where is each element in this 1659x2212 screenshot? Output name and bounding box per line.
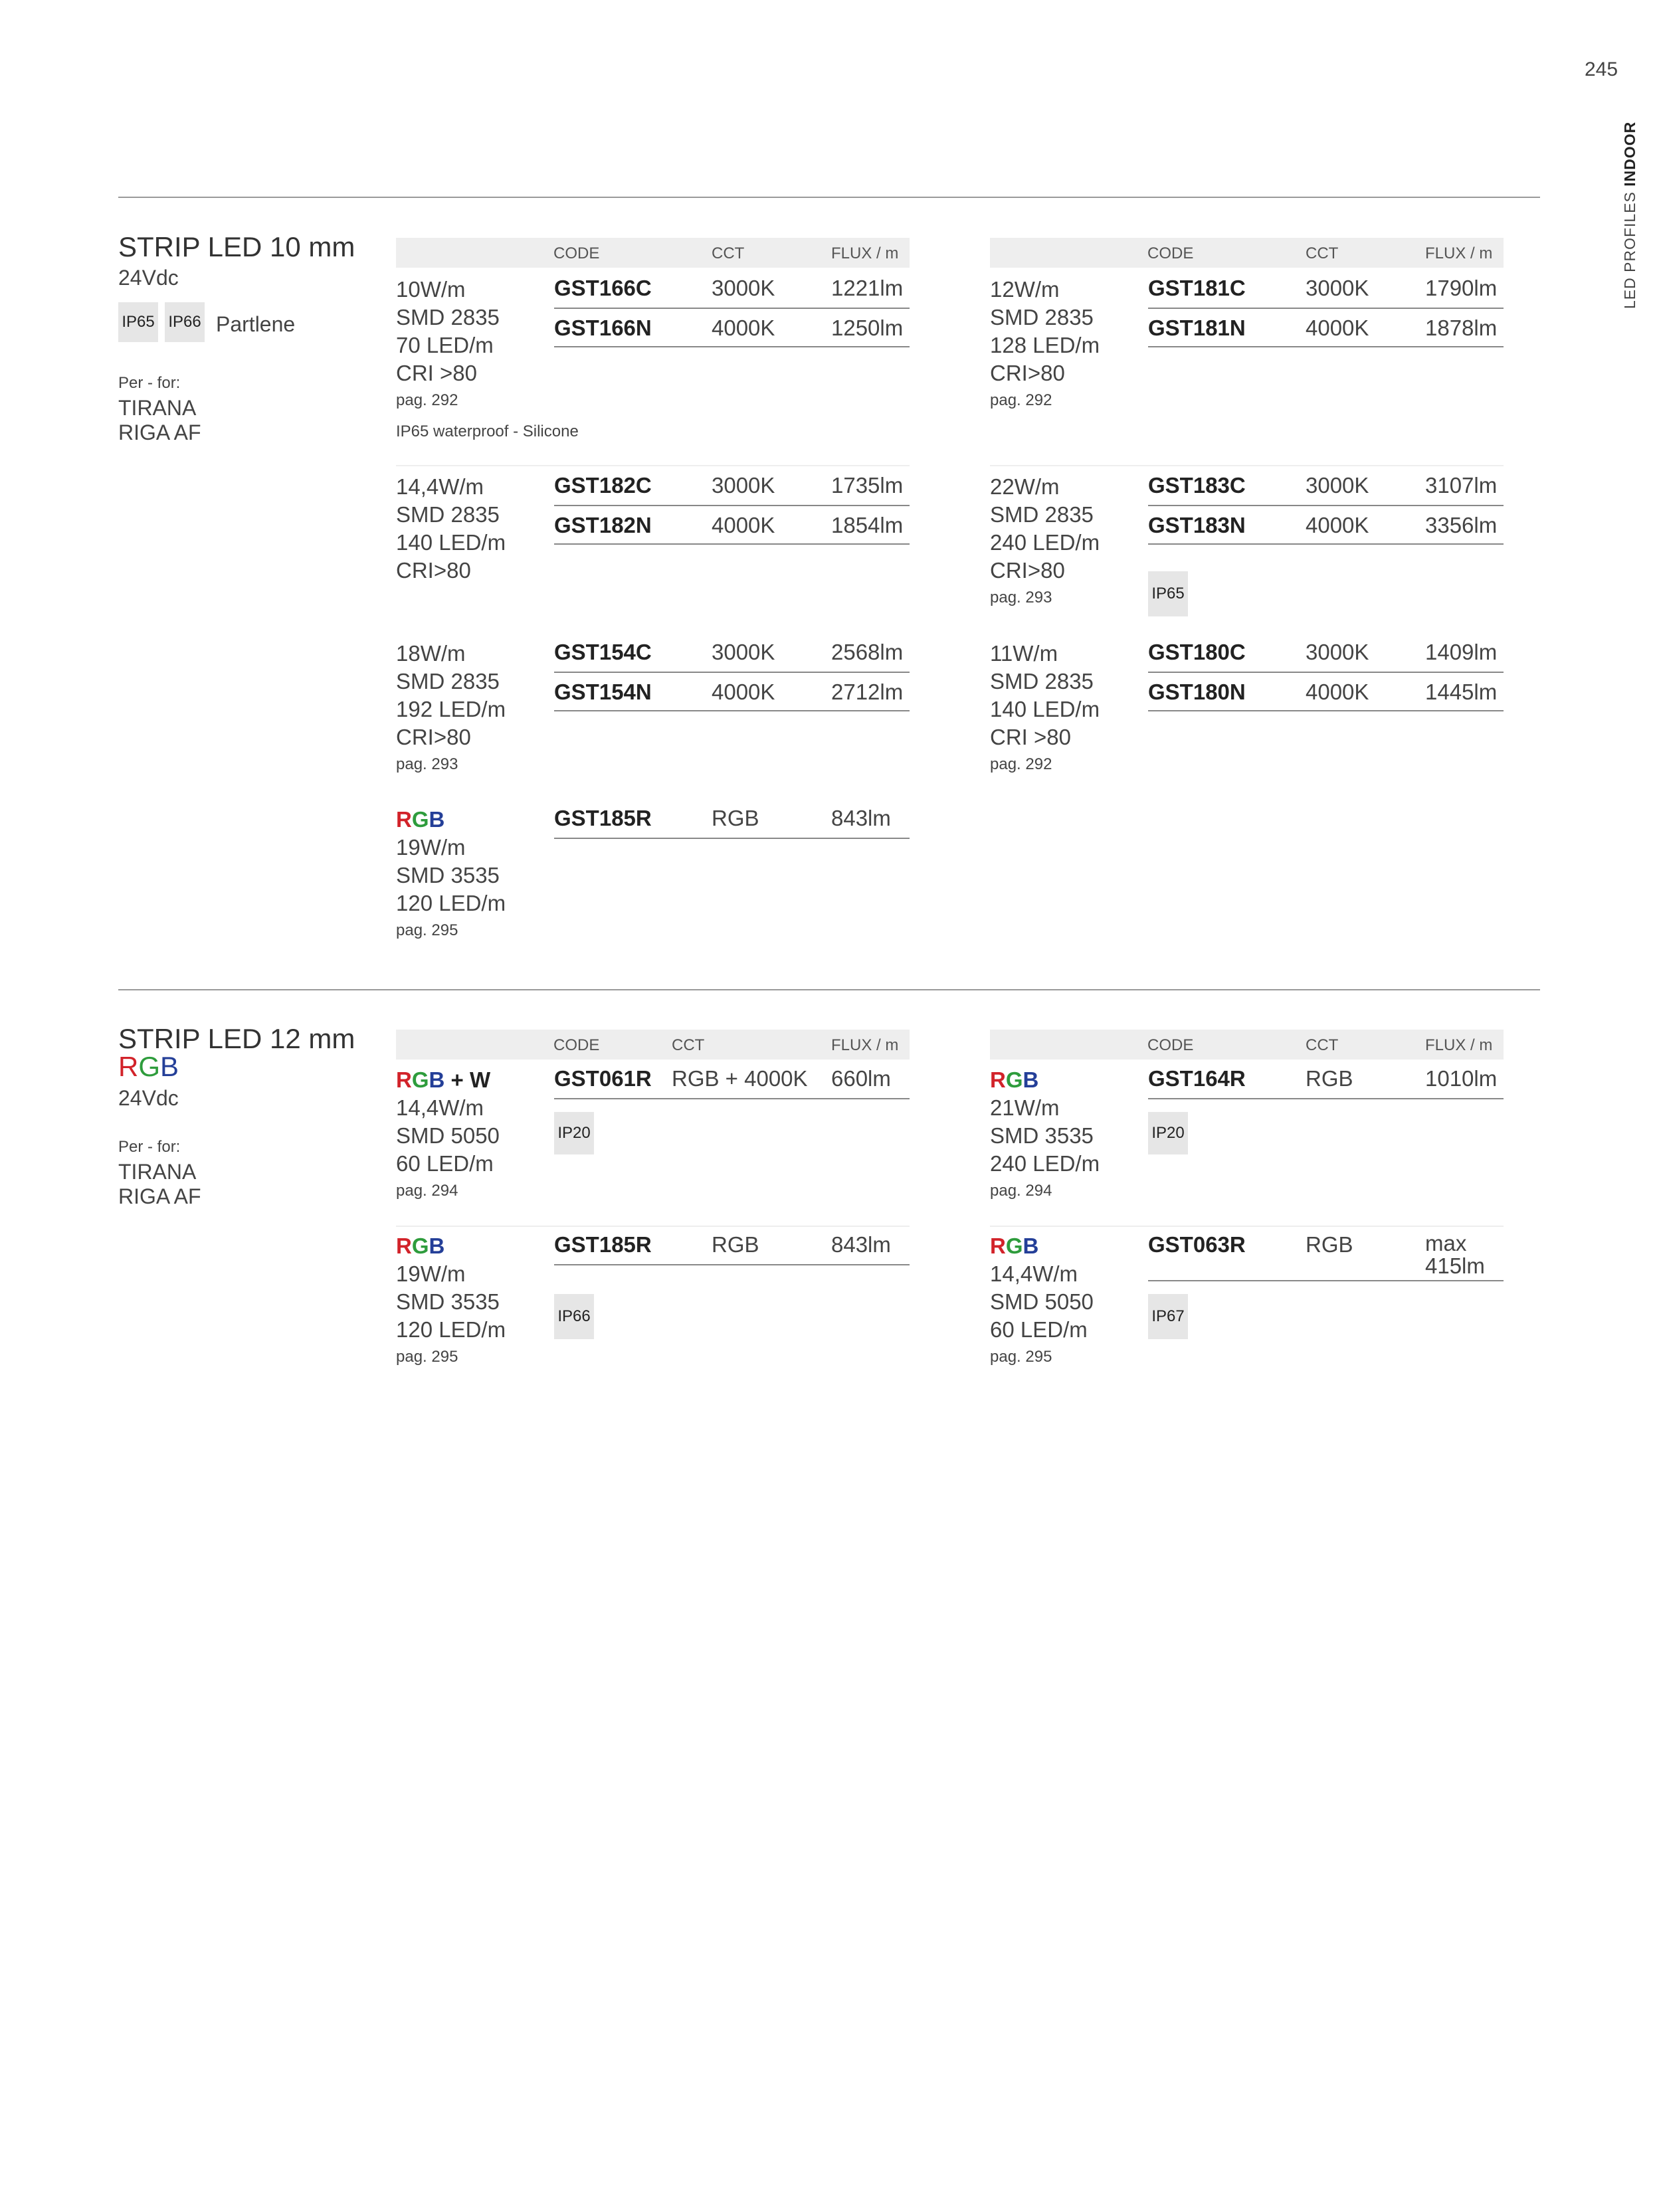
- table-row: GST182C 3000K 1735lm: [554, 473, 910, 511]
- page-reference: pag. 292: [990, 755, 1052, 773]
- rgb-label: RGB: [396, 1234, 445, 1258]
- table-row: GST183C 3000K 3107lm: [1148, 473, 1504, 511]
- per-for-label: Per - for:: [118, 1138, 181, 1156]
- header-cct: CCT: [1306, 1036, 1339, 1054]
- product-table: [1148, 1066, 1504, 1105]
- product-table: [554, 1066, 910, 1105]
- product-description: 10W/m SMD 2835 70 LED/m CRI >80 pag. 292: [396, 276, 500, 414]
- row-separator: [396, 465, 910, 466]
- row-separator: [990, 1226, 1504, 1227]
- table-row: GST166C 3000K 1221lm: [554, 276, 910, 314]
- rgb-label: RGB: [990, 1067, 1039, 1092]
- page-reference: pag. 292: [990, 391, 1052, 409]
- header-cct: CCT: [712, 244, 745, 262]
- page-reference: pag. 295: [396, 921, 458, 939]
- row-separator: [396, 1226, 910, 1227]
- product-description: 11W/m SMD 2835 140 LED/m CRI >80 pag. 292: [990, 640, 1100, 778]
- product-description: RGB 14,4W/m SMD 5050 60 LED/m pag. 295: [990, 1232, 1094, 1370]
- product-table: [1148, 473, 1504, 550]
- ip20-badge: IP20: [1148, 1112, 1188, 1154]
- table-row: GST154N 4000K 2712lm: [554, 678, 910, 717]
- header-code: CODE: [1147, 1036, 1194, 1054]
- table-row: GST154C 3000K 2568lm: [554, 640, 910, 678]
- ip20-badge: IP20: [554, 1112, 594, 1154]
- page-number: 245: [1585, 58, 1618, 80]
- rgbw-label: RGB + W: [396, 1067, 491, 1092]
- product-description: RGB 21W/m SMD 3535 240 LED/m pag. 294: [990, 1066, 1100, 1204]
- product-table: [1148, 1232, 1504, 1279]
- product-table: [554, 640, 910, 717]
- side-section-label: [1621, 110, 1648, 309]
- table-header-left: [396, 238, 910, 268]
- side-label-bold: INDOOR: [1621, 121, 1638, 187]
- header-flux: FLUX / m: [831, 1036, 899, 1054]
- per-for-label: Per - for:: [118, 374, 181, 392]
- header-code: CODE: [553, 1036, 600, 1054]
- ip65-badge: IP65: [1148, 571, 1188, 616]
- profile-tirana: TIRANA: [118, 396, 197, 420]
- section2-rgb-label: RGB: [118, 1051, 179, 1082]
- product-table: [1148, 640, 1504, 717]
- page-reference: pag. 295: [396, 1348, 458, 1366]
- section2-voltage: 24Vdc: [118, 1086, 179, 1110]
- table-row: GST166N 4000K 1250lm: [554, 314, 910, 353]
- page-reference: pag. 293: [396, 755, 458, 773]
- product-description: 14,4W/m SMD 2835 140 LED/m CRI>80: [396, 474, 506, 583]
- table-header-left: [396, 1030, 910, 1060]
- table-row: GST180C 3000K 1409lm: [1148, 640, 1504, 678]
- profile-riga-af: RIGA AF: [118, 420, 201, 444]
- table-header-right: [990, 238, 1504, 268]
- product-description: 22W/m SMD 2835 240 LED/m CRI>80 pag. 293: [990, 473, 1100, 611]
- flux-max-value: max 415lm: [1425, 1231, 1485, 1278]
- row-separator: [990, 465, 1504, 466]
- rgb-label: RGB: [396, 807, 445, 832]
- section2-title: STRIP LED 12 mm: [118, 1023, 355, 1054]
- header-cct: CCT: [672, 1036, 705, 1054]
- section-divider: [118, 197, 1540, 198]
- page-reference: pag. 292: [396, 391, 458, 409]
- section1-voltage: 24Vdc: [118, 266, 179, 290]
- profile-riga-af: RIGA AF: [118, 1184, 201, 1208]
- product-description: 12W/m SMD 2835 128 LED/m CRI>80 pag. 292: [990, 276, 1100, 414]
- profile-tirana: TIRANA: [118, 1160, 197, 1184]
- table-row: GST185R RGB 843lm: [554, 1232, 910, 1271]
- table-row: GST180N 4000K 1445lm: [1148, 678, 1504, 717]
- product-table: [554, 473, 910, 550]
- table-row: GST185R RGB 843lm: [554, 806, 910, 844]
- rgb-label: RGB: [990, 1234, 1039, 1258]
- table-row: GST164R RGB 1010lm: [1148, 1066, 1504, 1105]
- ip66-badge: IP66: [165, 302, 205, 342]
- page-reference: pag. 294: [396, 1182, 458, 1200]
- ip66-badge: IP66: [554, 1294, 594, 1339]
- table-row: GST182N 4000K 1854lm: [554, 511, 910, 550]
- header-flux: FLUX / m: [1425, 1036, 1493, 1054]
- product-table: [554, 276, 910, 353]
- ip65-badge: IP65: [118, 302, 158, 342]
- header-code: CODE: [1147, 244, 1194, 262]
- table-row: GST063R RGB max 415lm: [1148, 1232, 1504, 1279]
- table-row: GST181C 3000K 1790lm: [1148, 276, 1504, 314]
- waterproof-note: IP65 waterproof - Silicone: [396, 422, 579, 440]
- product-table: [554, 806, 910, 844]
- header-flux: FLUX / m: [1425, 244, 1493, 262]
- product-description: RGB 19W/m SMD 3535 120 LED/m pag. 295: [396, 806, 506, 944]
- table-row: GST061R RGB + 4000K 660lm: [554, 1066, 910, 1105]
- table-row: GST183N 4000K 3356lm: [1148, 511, 1504, 550]
- section1-title: STRIP LED 10 mm: [118, 231, 355, 262]
- page-reference: pag. 293: [990, 589, 1052, 606]
- table-header-right: [990, 1030, 1504, 1060]
- ip67-badge: IP67: [1148, 1294, 1188, 1339]
- table-row: GST181N 4000K 1878lm: [1148, 314, 1504, 353]
- side-label-light: LED PROFILES: [1621, 191, 1638, 309]
- page-reference: pag. 295: [990, 1348, 1052, 1366]
- partlene-label: Partlene: [216, 312, 296, 336]
- product-table: [554, 1232, 910, 1271]
- product-description: RGB 19W/m SMD 3535 120 LED/m pag. 295: [396, 1232, 506, 1370]
- product-description: 18W/m SMD 2835 192 LED/m CRI>80 pag. 293: [396, 640, 506, 778]
- header-code: CODE: [553, 244, 600, 262]
- product-description: RGB + W 14,4W/m SMD 5050 60 LED/m pag. 294: [396, 1066, 500, 1204]
- product-table: [1148, 276, 1504, 353]
- section-divider: [118, 989, 1540, 990]
- header-cct: CCT: [1306, 244, 1339, 262]
- page-reference: pag. 294: [990, 1182, 1052, 1200]
- header-flux: FLUX / m: [831, 244, 899, 262]
